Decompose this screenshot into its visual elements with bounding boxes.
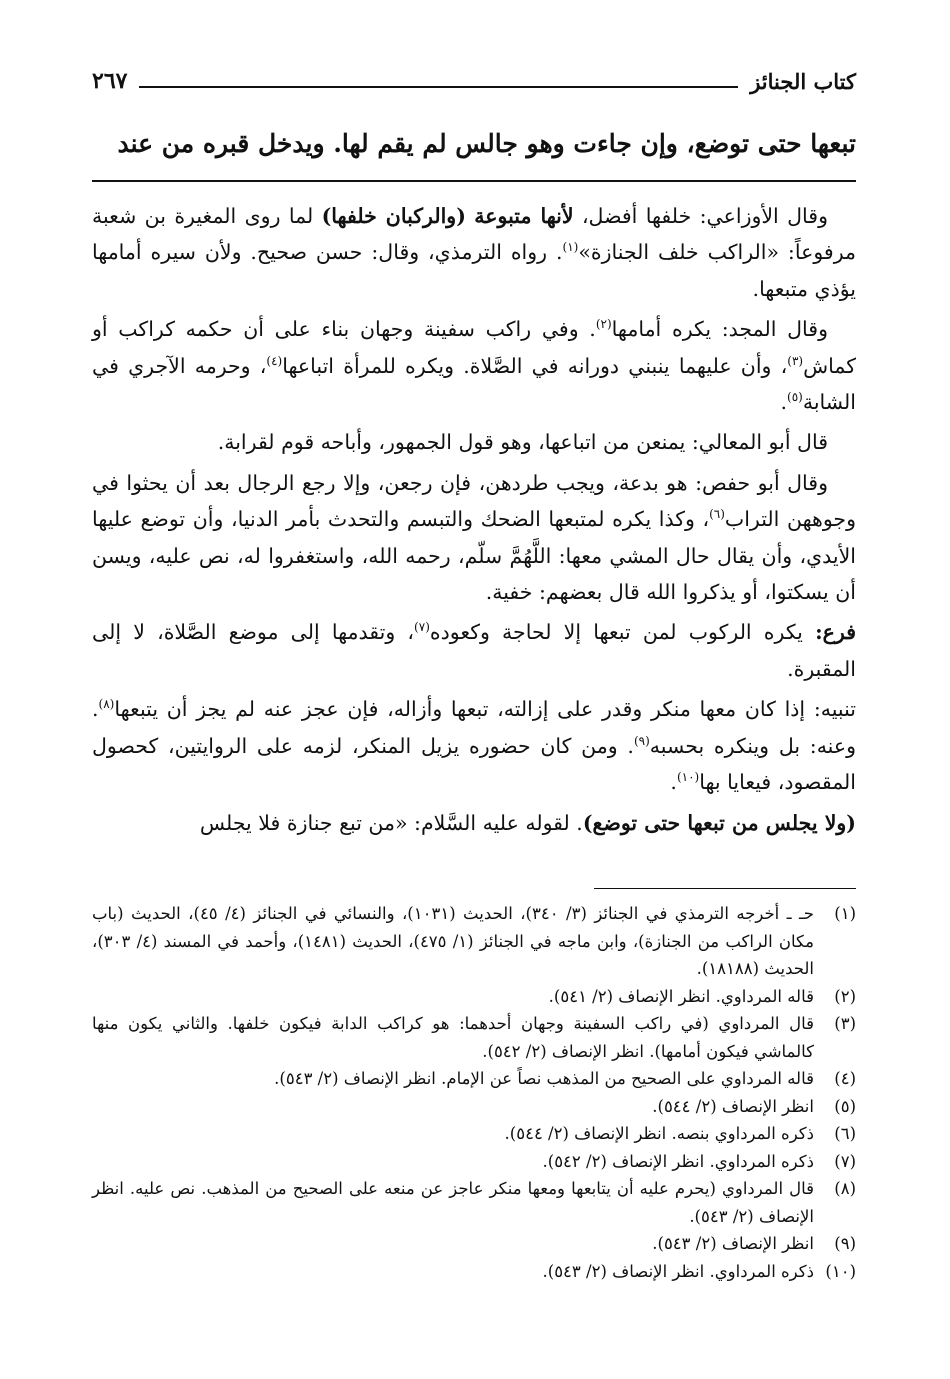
commentary-body — [92, 198, 856, 845]
footnote-ref[interactable]: (٢) — [595, 317, 612, 332]
paragraph-tanbih: تنبيه: إذا كان معها منكر وقدر على إزالته، تبعها وأزاله، فإن عجز عنه لم يجز أن يتبعها$^{(٨)}$. وعنه: بل وينكره بحسبه$^{(٩)}$. ومن كان حضوره يزيل المنكر، لزمه على الروايتين، كحصول المقصود، فيعايا بها$^{(١٠)}$. — [92, 697, 857, 795]
paragraph-la-yajlis: (ولا يجلس من تبعها حتى توضع). لقوله عليه السَّلام: «من تبع جنازة فلا يجلس — [199, 810, 856, 835]
footnote-ref[interactable]: (٣) — [787, 353, 804, 368]
paragraph-abul-maali: قال أبو المعالي: يمنعن من اتباعها، وهو قول الجمهور، وأباحه قوم لقرابة. — [217, 430, 828, 455]
footnote-ref[interactable]: (١) — [562, 240, 579, 255]
footnote-ref[interactable]: (١٠) — [676, 770, 700, 785]
footnotes — [92, 900, 856, 1285]
paragraph-awzai: وقال الأوزاعي: خلفها أفضل، لأنها متبوعة (والركبان خلفها) لما روى المغيرة بن شعبة مرفوعاً: «الراكب خلف الجنازة»$^{(١)}$. رواه الترمذي، وقال: حسن صحيح. ولأن سيره أمامها يؤذي متبعها. — [92, 204, 856, 301]
footnote-item: (١٠) ذكره المرداوي. انظر الإنصاف (٢/ ٥٤٣). — [542, 1261, 856, 1281]
matn-separator — [92, 180, 856, 182]
paragraph-majd: وقال المجد: يكره أمامها$^{(٢)}$. وفي راكب سفينة وجهان بناء على أن حكمه كراكب أو كماش$^{(٣)}$، وأن عليهما ينبني دورانه في الصَّلاة. ويكره للمرأة اتباعها$^{(٤)}$، وحرمه الآجري في الشابة$^{(٥)}$. — [92, 317, 856, 415]
header-rule — [139, 86, 738, 88]
footnote-item: (١) حـ ـ أخرجه الترمذي في الجنائز (٣/ ٣٤٠)، الحديث (١٠٣١)، والنسائي في الجنائز (٤/ ٤٥)، الحديث (باب مكان الراكب من الجنازة)، وابن ماجه في الجنائز (١/ ٤٧٥)، الحديث (١٤٨١)، وأحمد في المسند (٤/ ٣٠٣)، الحديث (١٨١٨٨). — [92, 904, 856, 978]
footnote-item: (٩) انظر الإنصاف (٢/ ٥٤٣). — [652, 1234, 856, 1253]
chapter-title: كتاب الجنائز — [750, 69, 856, 94]
footnote-ref[interactable]: (٤) — [266, 353, 283, 368]
paragraph-far: فرع: يكره الركوب لمن تبعها إلا لحاجة وكعوده$^{(٧)}$، وتقدمها إلى موضع الصَّلاة، لا إلى المقبرة. — [92, 620, 856, 681]
footnote-ref[interactable]: (٦) — [709, 507, 725, 522]
page-number: ٢٦٧ — [92, 68, 128, 94]
footnote-ref[interactable]: (٩) — [633, 733, 650, 748]
footnote-item: (٣) قال المرداوي (في راكب السفينة وجهان أحدهما: هو كراكب الدابة فيكون خلفها. والثاني يكون منها كالماشي فيكون أمامها). انظر الإنصاف (٢/ ٥٤٢). — [92, 1014, 856, 1061]
far-label: فرع: — [815, 620, 856, 645]
running-header — [92, 62, 856, 94]
footnote-item: (٨) قال المرداوي (يحرم عليه أن يتابعها ومعها منكر عاجز عن منعه على الصحيح من المذهب. نص عليه. انظر الإنصاف (٢/ ٥٤٣). — [92, 1179, 856, 1226]
footnote-ref[interactable]: (٧) — [414, 620, 430, 635]
footnote-item: (٤) قاله المرداوي على الصحيح من المذهب نصاً عن الإمام. انظر الإنصاف (٢/ ٥٤٣). — [274, 1069, 856, 1088]
footnote-ref[interactable]: (٨) — [98, 697, 115, 712]
footnote-item: (٥) انظر الإنصاف (٢/ ٥٤٤). — [652, 1096, 856, 1116]
matn-text: تبعها حتى توضع، وإن جاءت وهو جالس لم يقم لها. ويدخل قبره من عند — [117, 129, 856, 158]
footnote-ref[interactable]: (٥) — [787, 390, 803, 405]
footnote-item: (٦) ذكره المرداوي بنصه. انظر الإنصاف (٢/ ٥٤٤). — [504, 1124, 856, 1143]
footnote-item: (٧) ذكره المرداوي. انظر الإنصاف (٢/ ٥٤٢). — [542, 1151, 856, 1171]
paragraph-abu-hafs: وقال أبو حفص: هو بدعة، ويجب طردهن، فإن رجعن، وإلا رجع الرجال بعد أن يحثوا في وجوههن التراب$^{(٦)}$، وكذا يكره لمتبعها الضحك والتبسم والتحدث بأمر الدنيا، وأن توضع عليها الأيدي، وأن يقال حال المشي معها: اللَّهُمَّ سلّم، رحمه الله، واستغفروا له، نص عليه، ويسن أن يسكتوا، أو يذكروا الله قال بعضهم: خفية. — [92, 470, 856, 605]
footnote-item: (٢) قاله المرداوي. انظر الإنصاف (٢/ ٥٤١). — [548, 986, 856, 1006]
footnote-separator — [594, 888, 856, 889]
